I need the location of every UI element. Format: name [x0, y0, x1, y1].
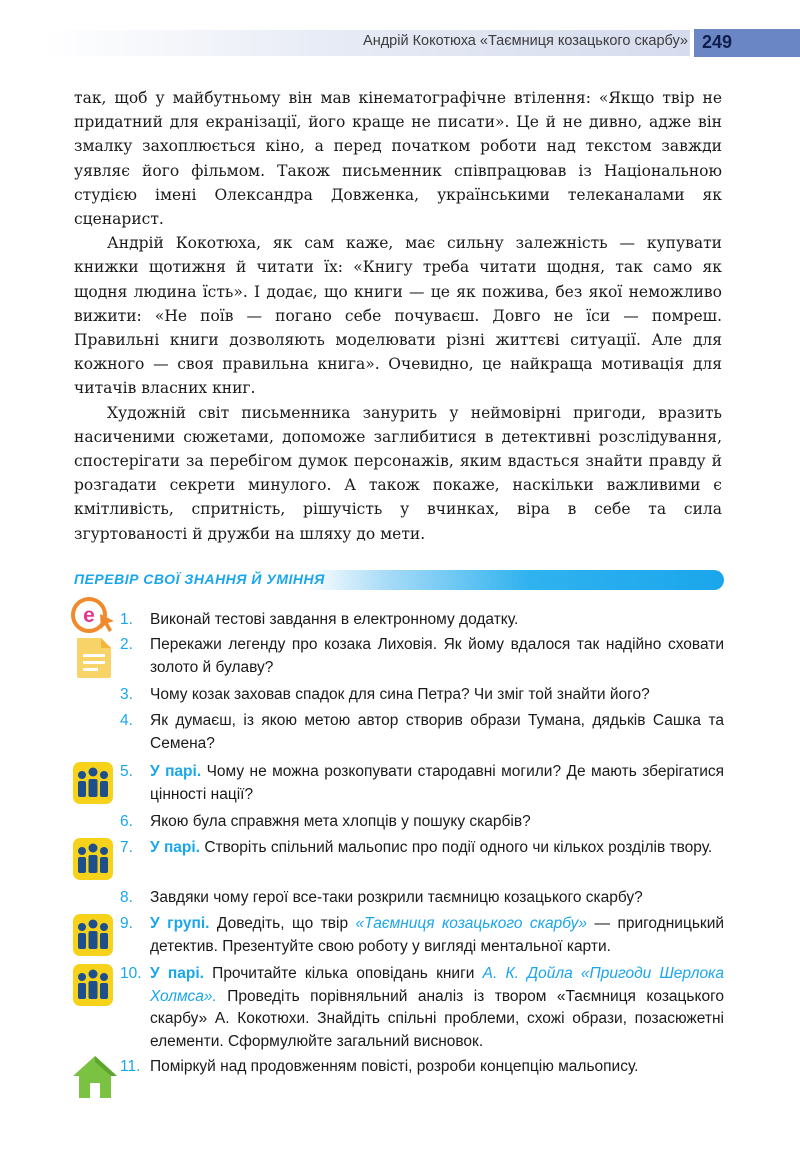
task-mode-label: У парі. — [150, 839, 201, 856]
task-number: 11. — [120, 1058, 141, 1075]
task-text: Прочитайте кілька оповідань книги — [212, 965, 475, 982]
task-item — [120, 609, 724, 632]
body-text — [74, 86, 722, 546]
task-number: 8. — [120, 889, 133, 906]
task-text: Чому не можна розкопувати стародавні могили? Де мають зберігатися цінності нації? — [150, 763, 725, 803]
task-text: Створіть спільний мальопис про події одного чи кількох розділів твору. — [204, 839, 713, 856]
home-icon — [71, 1054, 119, 1100]
pair-work-icon — [73, 762, 113, 804]
task-item — [120, 761, 724, 806]
task-number: 1. — [120, 611, 133, 628]
task-item — [120, 811, 724, 834]
task-item — [120, 684, 724, 707]
running-title: Андрій Кокотюха «Таємниця козацького скарбу» — [363, 33, 688, 49]
pair-work-icon — [73, 964, 113, 1006]
paragraph: так, щоб у майбутньому він мав кінематографічне втілення: «Якщо твір не придатний для екранізації, його краще не писати». Це й не дивно, адже він змалку захоплюється кіно, а перед початком роботи над текстом завжди уявляє його фільмом. Також письменник співпрацював із Національною студією імені Олександра Довженка, українськими телеканалами як сценарист. — [74, 89, 722, 229]
task-text: Виконай тестові завдання в електронному додатку. — [150, 611, 519, 628]
task-number: 2. — [120, 636, 133, 653]
task-number: 9. — [120, 915, 133, 932]
pair-work-icon — [73, 838, 113, 880]
task-mode-label: У групі. — [150, 915, 210, 932]
task-number: 6. — [120, 813, 133, 830]
task-text: Проведіть порівняльний аналіз із твором «Таємниця козацького скарбу» А. Кокотюхи. Знайдіть спільні проблеми, схожі образи, позасюжетні елементи. Сформулюйте загальний висновок. — [150, 987, 725, 1050]
task-text: Поміркуй над продовженням повісті, розроби концепцію мальопису. — [150, 1058, 639, 1075]
task-text: Перекажи легенду про козака Лиховія. Як йому вдалося так надійно сховати золото й булаву? — [150, 636, 724, 676]
svg-text:e: e — [83, 604, 95, 627]
task-number: 7. — [120, 839, 133, 856]
document-icon — [73, 636, 115, 680]
task-number: 10. — [120, 965, 142, 982]
task-item — [120, 887, 724, 910]
e-learning-icon — [70, 596, 118, 634]
task-text: — пригодницький детектив. Презентуйте свою роботу у вигляді ментальної карти. — [150, 915, 725, 955]
task-text: Як думаєш, із якою метою автор створив образи Тумана, дядьків Сашка та Семена? — [150, 712, 724, 752]
task-number: 5. — [120, 763, 133, 780]
task-book-title: А. К. Дойла «Пригоди Шерлока Холмса». — [150, 965, 725, 1005]
task-text: Завдяки чому герої все-таки розкрили таємницю козацького скарбу? — [150, 889, 643, 906]
task-number: 3. — [120, 686, 133, 703]
task-item — [120, 710, 724, 755]
task-mode-label: У парі. — [150, 965, 204, 982]
task-text: Чому козак заховав спадок для сина Петра? Чи зміг той знайти його? — [150, 686, 650, 703]
group-work-icon — [73, 914, 113, 956]
task-item — [120, 1056, 724, 1079]
task-text: Доведіть, що твір — [216, 915, 349, 932]
task-item — [120, 913, 724, 958]
task-item — [120, 837, 724, 860]
task-book-title: «Таємниця козацького скарбу» — [355, 915, 587, 932]
paragraph: Андрій Кокотюха, як сам каже, має сильну залежність — купувати книжки щотижня й читати їх: «Книгу треба читати щодня, так само як щодня людина їсть». І додає, що книги — це як пожива, без якої неможливо вижити: «Не поїв — погано себе почуваєш. Довго не їси — помреш. Правильні книги дозволяють моделювати різні життєві ситуації. Але для кожного — своя правильна книга». Очевидно, це найкраща мотивація для читачів власних книг. — [74, 234, 722, 398]
paragraph: Художній світ письменника занурить у неймовірні пригоди, вразить насиченими сюжетами, допоможе заглибитися в детективні розслідування, спостерігати за перебігом думок персонажів, яким вдасться знайти правду й розгадати секрети минулого. А також покаже, наскільки важливими є кмітливість, спритність, рішучість у вчинках, віра в себе та сила згуртованості й дружби на шляху до мети. — [74, 403, 722, 543]
task-number: 4. — [120, 712, 133, 729]
section-title: ПЕРЕВІР СВОЇ ЗНАННЯ Й УМІННЯ — [74, 571, 325, 587]
task-mode-label: У парі. — [150, 763, 202, 780]
task-item — [120, 634, 724, 679]
task-text: Якою була справжня мета хлопців у пошуку скарбів? — [150, 813, 531, 830]
task-item — [120, 963, 724, 1053]
page-number: 249 — [702, 32, 733, 52]
